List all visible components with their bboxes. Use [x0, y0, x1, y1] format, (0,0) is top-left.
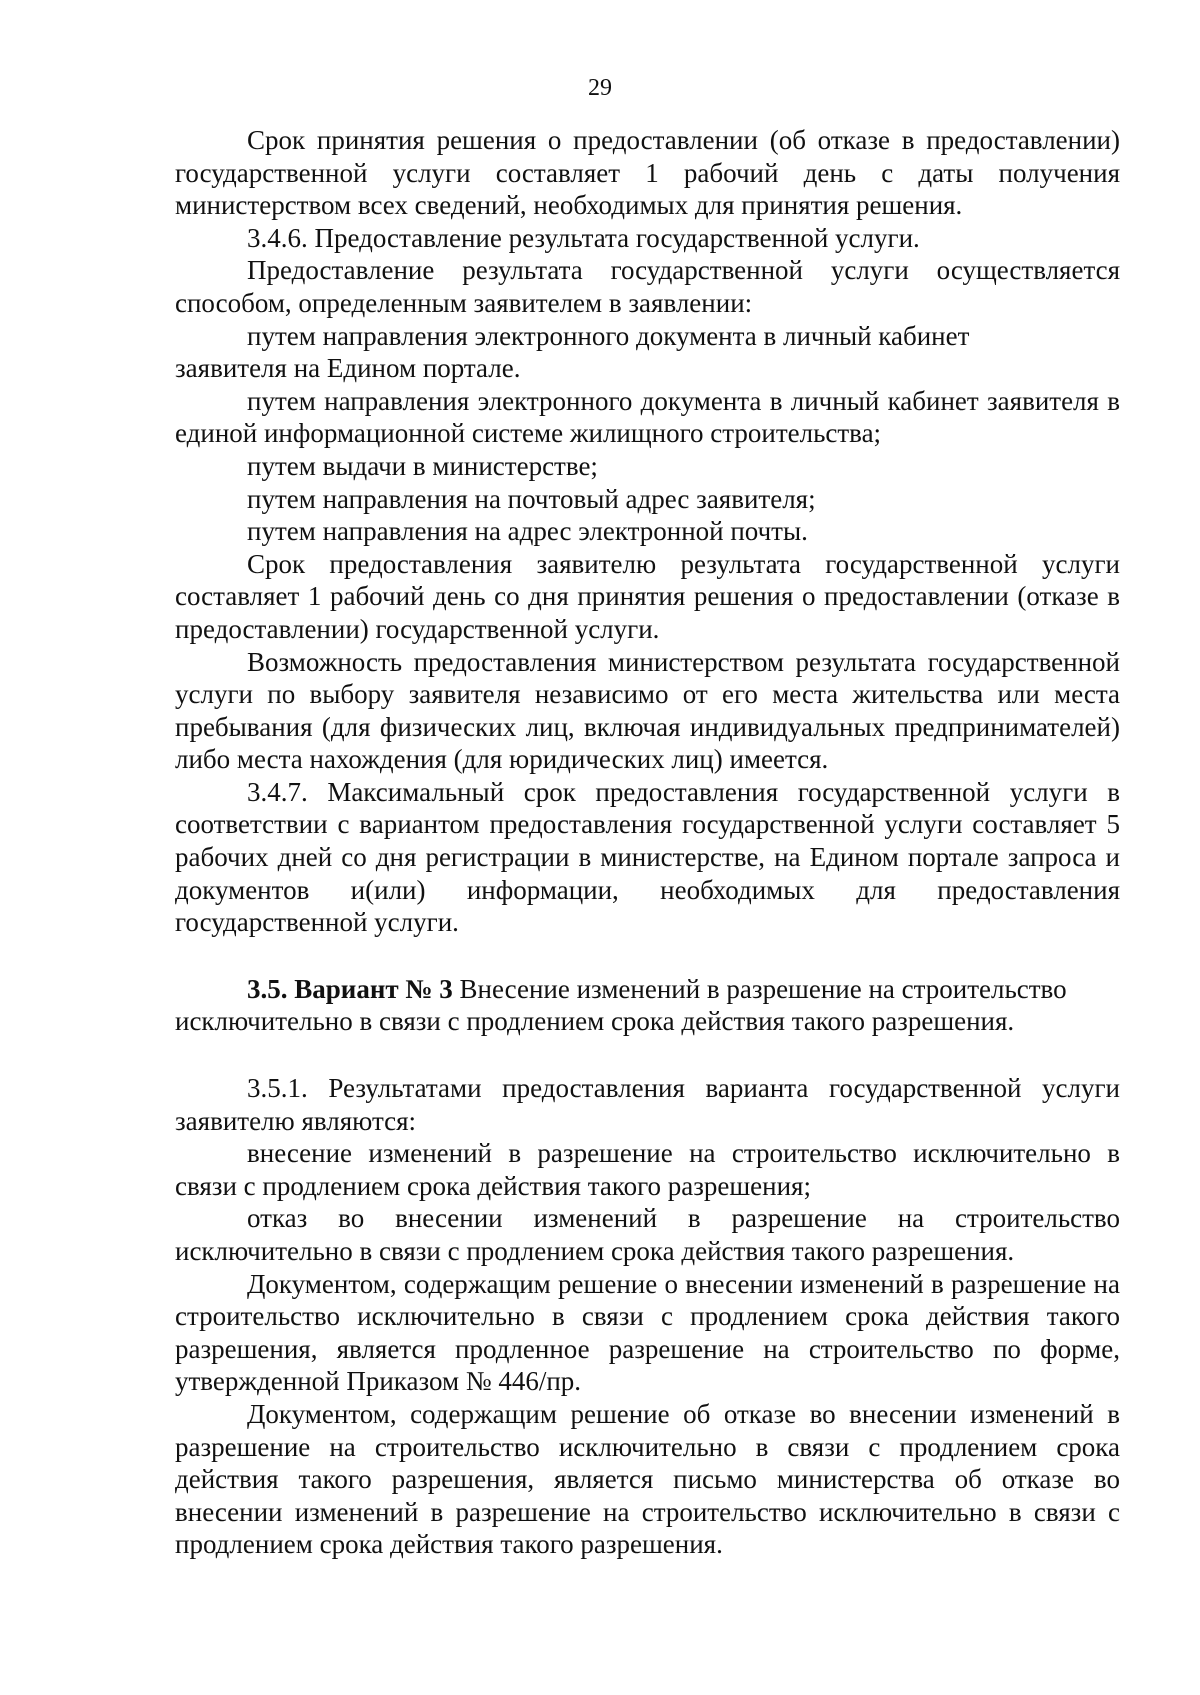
paragraph-result-delivery: Предоставление результата государственной услуги осуществляется способом, определенным заявителем в заявлении:	[175, 255, 1120, 318]
list-item-postal-address: путем направления на почтовый адрес заявителя;	[247, 483, 816, 514]
list-item-email: путем направления на адрес электронной почты.	[247, 516, 808, 547]
section-3-5-number: 3.5. Вариант № 3	[247, 973, 453, 1004]
page-number: 29	[588, 75, 612, 101]
result-item-refusal: отказ во внесении изменений в разрешение на строительство исключительно в связи с продлением срока действия такого разрешения.	[175, 1203, 1120, 1266]
paragraph-result-term: Срок предоставления заявителю результата государственной услуги составляет 1 рабочий день со дня принятия решения о предоставлении (отказе в предоставлении) государственной услуги.	[175, 548, 1120, 644]
list-item-portal-cabinet-cont: заявителя на Едином портале.	[175, 353, 521, 384]
section-3-4-6-heading: 3.4.6. Предоставление результата государственной услуги.	[247, 222, 920, 253]
document-body	[175, 124, 1120, 1561]
section-3-4-7-max-term: 3.4.7. Максимальный срок предоставления государственной услуги в соответствии с вариантом предоставления государственной услуги составляет 5 рабочих дней со дня регистрации в министерстве, на Едином портале запроса и документов и(или) информации, необходимых для предоставления государственной услуги.	[175, 776, 1120, 938]
paragraph-extended-permit: Документом, содержащим решение о внесении изменений в разрешение на строительство исключительно в связи с продлением срока действия такого разрешения, является продленное разрешение на строительство по форме, утвержденной Приказом № 446/пр.	[175, 1268, 1120, 1397]
paragraph-decision-term: Срок принятия решения о предоставлении (об отказе в предоставлении) государственной услуги составляет 1 рабочий день с даты получения министерством всех сведений, необходимых для принятия решения.	[175, 125, 1120, 221]
paragraph-refusal-letter: Документом, содержащим решение об отказе во внесении изменений в разрешение на строительство исключительно в связи с продлением срока действия такого разрешения, является письмо министерства об отказе во внесении изменений в разрешение на строительство исключительно в связи с продлением срока действия такого разрешения.	[175, 1398, 1120, 1560]
list-item-ministry-issue: путем выдачи в министерстве;	[247, 450, 598, 481]
section-3-5-1-results: 3.5.1. Результатами предоставления варианта государственной услуги заявителю являются:	[175, 1073, 1120, 1136]
section-3-5-title: Внесение изменений в разрешение на строительство исключительно в связи с продлением срока действия такого разрешения.	[175, 973, 1067, 1037]
section-3-5-heading	[175, 973, 1120, 1038]
list-item-portal-cabinet: путем направления электронного документа в личный кабинет	[247, 320, 970, 351]
paragraph-extraterritorial: Возможность предоставления министерством результата государственной услуги по выбору заявителя независимо от его места жительства или места пребывания (для физических лиц, включая индивидуальных предпринимателей) либо места нахождения (для юридических лиц) имеется.	[175, 646, 1120, 775]
result-item-amendment: внесение изменений в разрешение на строительство исключительно в связи с продлением срока действия такого разрешения;	[175, 1138, 1120, 1201]
list-item-housing-system: путем направления электронного документа в личный кабинет заявителя в единой информационной системе жилищного строительства;	[175, 385, 1120, 449]
